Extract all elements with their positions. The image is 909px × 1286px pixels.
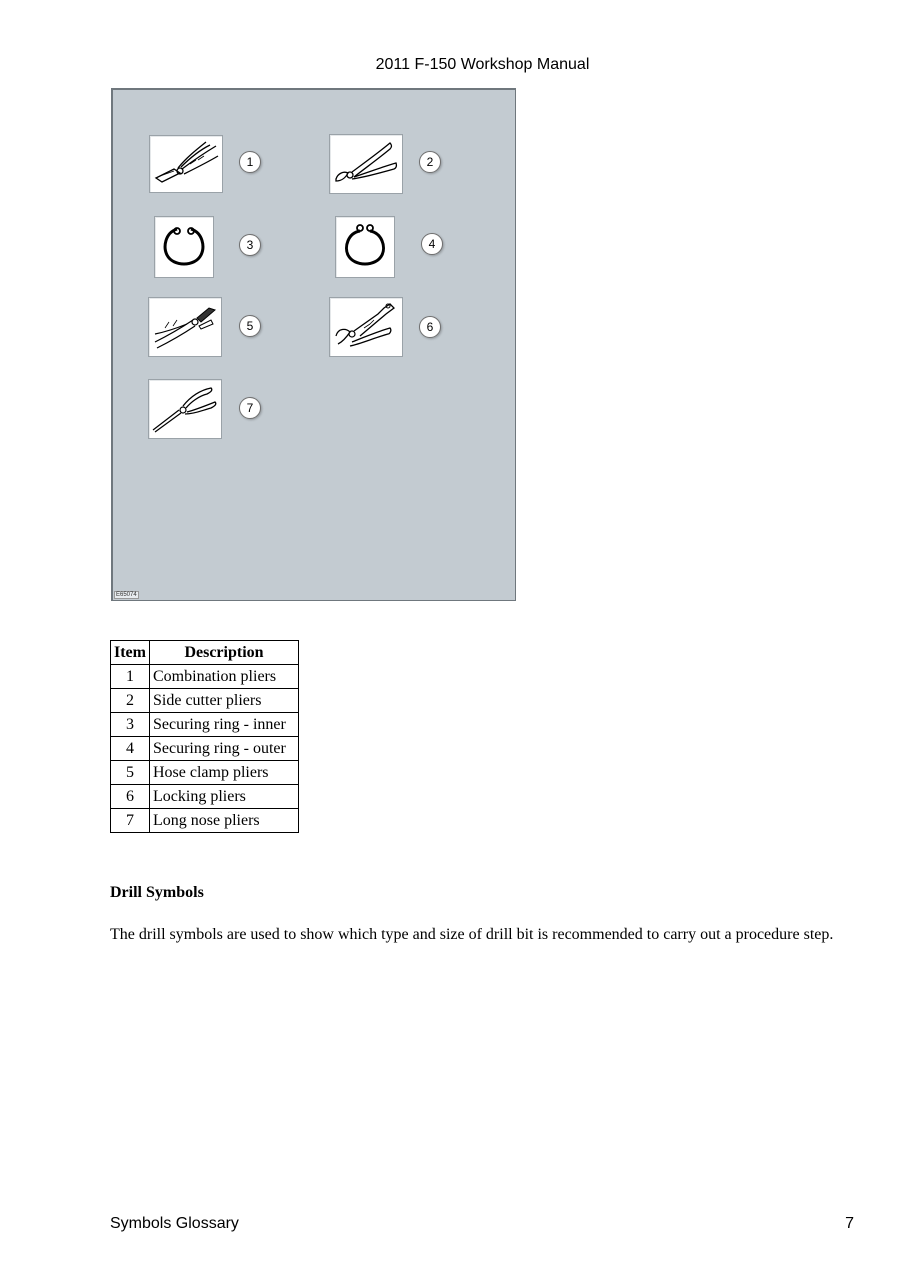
item-column-header: Item: [111, 641, 150, 665]
item-description: Long nose pliers: [150, 809, 299, 833]
section-title: Drill Symbols: [110, 884, 204, 901]
figure-id-label: E65074: [116, 592, 137, 598]
item-description: Securing ring - inner: [150, 713, 299, 737]
callout-1: 1: [239, 151, 261, 173]
item-number: 4: [111, 737, 150, 761]
callout-2: 2: [419, 151, 441, 173]
item-description-table: [110, 640, 299, 833]
description-column-header: Description: [150, 641, 299, 665]
callout-6: 6: [419, 316, 441, 338]
hose-clamp-pliers-icon: [148, 297, 222, 357]
long-nose-pliers-icon: [148, 379, 222, 439]
item-description: Combination pliers: [150, 665, 299, 689]
item-number: 2: [111, 689, 150, 713]
side-cutter-pliers-icon: [329, 134, 403, 194]
item-description: Hose clamp pliers: [150, 761, 299, 785]
table-header-row: [111, 641, 299, 665]
table-row: [111, 785, 299, 809]
securing-ring-outer-icon: [335, 216, 395, 278]
item-number: 3: [111, 713, 150, 737]
page-number: 7: [845, 1215, 854, 1232]
item-description: Side cutter pliers: [150, 689, 299, 713]
callout-7: 7: [239, 397, 261, 419]
item-description: Securing ring - outer: [150, 737, 299, 761]
footer-section-name: Symbols Glossary: [110, 1215, 239, 1232]
section-paragraph: The drill symbols are used to show which type and size of drill bit is recommended to carry out a procedure step.: [110, 926, 834, 943]
item-number: 6: [111, 785, 150, 809]
item-number: 5: [111, 761, 150, 785]
table-row: [111, 761, 299, 785]
table-row: [111, 809, 299, 833]
page-header: 2011 F-150 Workshop Manual: [375, 56, 590, 73]
table-row: [111, 737, 299, 761]
item-number: 7: [111, 809, 150, 833]
item-description: Locking pliers: [150, 785, 299, 809]
combination-pliers-icon: [149, 135, 223, 193]
locking-pliers-icon: [329, 297, 403, 357]
tool-symbols-figure: [111, 88, 516, 601]
table-row: [111, 689, 299, 713]
callout-4: 4: [421, 233, 443, 255]
table-row: [111, 665, 299, 689]
callout-5: 5: [239, 315, 261, 337]
table-row: [111, 713, 299, 737]
securing-ring-inner-icon: [154, 216, 214, 278]
callout-3: 3: [239, 234, 261, 256]
item-number: 1: [111, 665, 150, 689]
